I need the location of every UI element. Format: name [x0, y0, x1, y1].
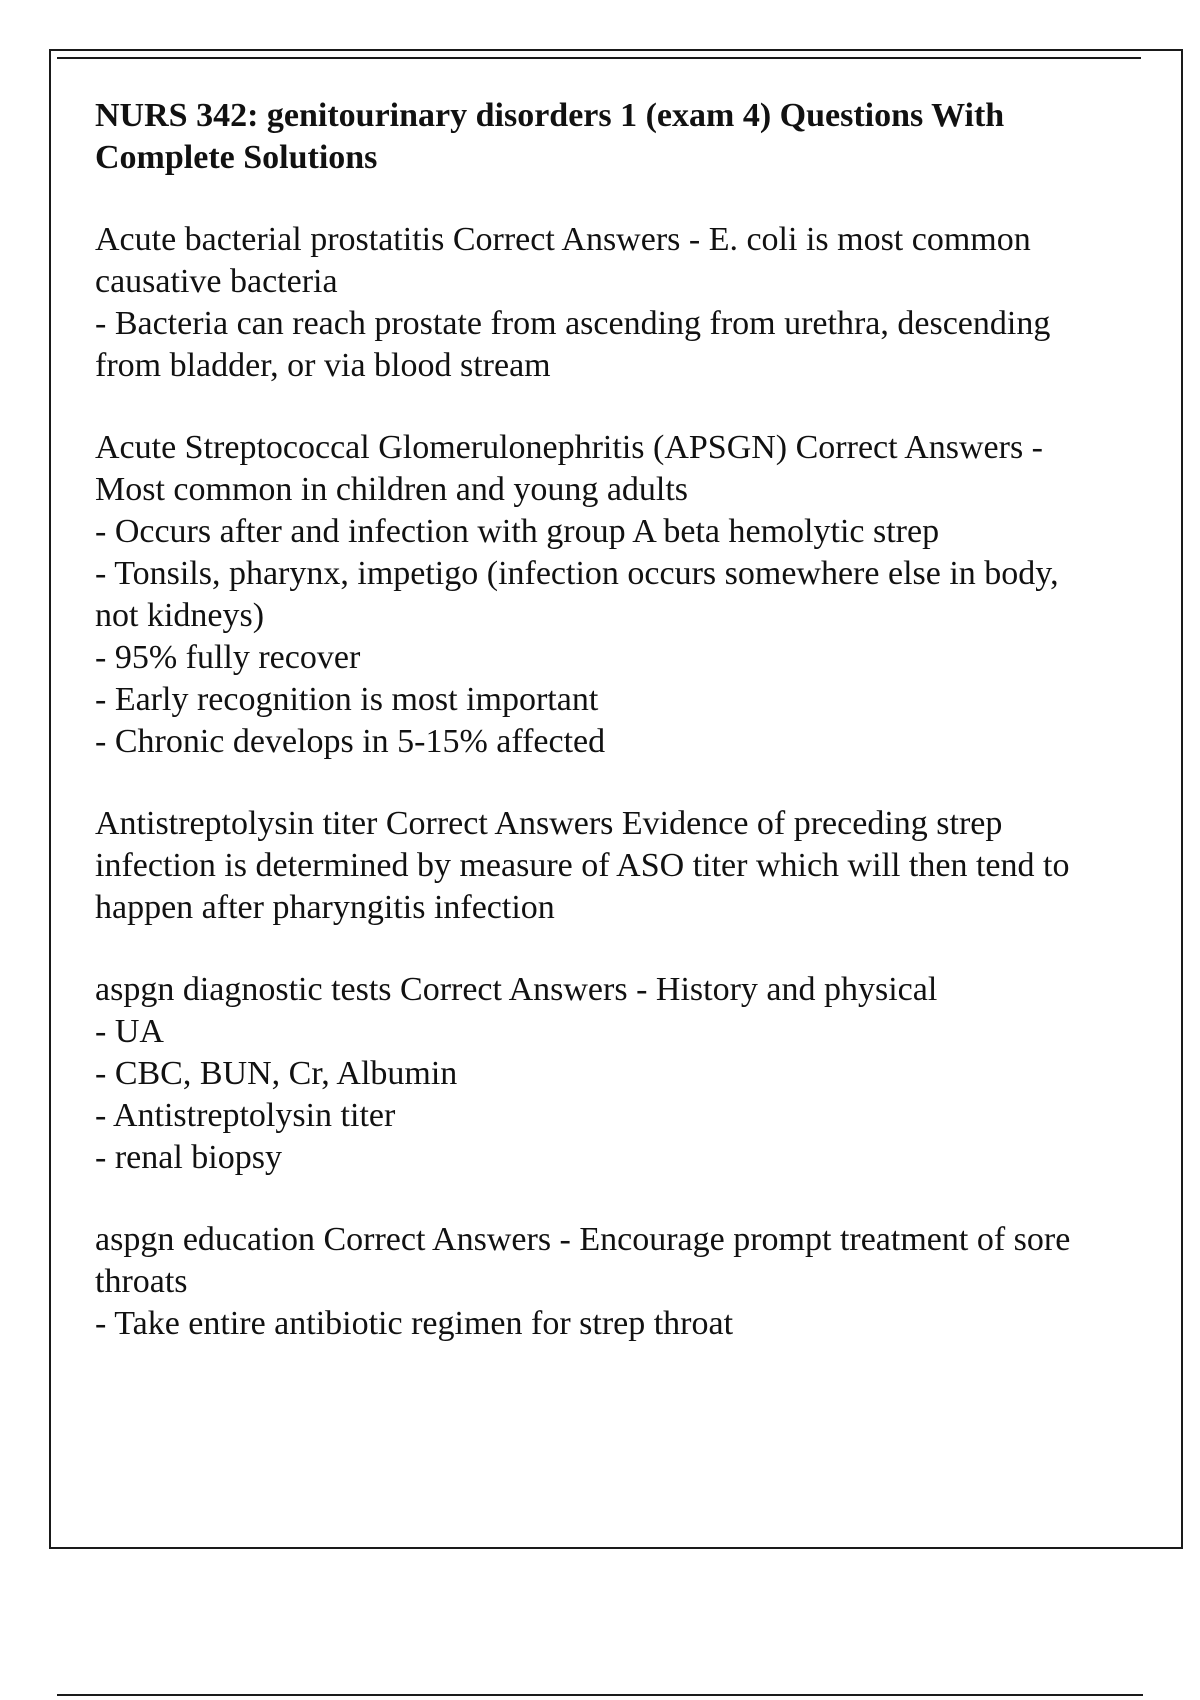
entry-line: - Chronic develops in 5-15% affected — [95, 723, 606, 760]
entry-aspgn-diagnostic-tests — [95, 969, 1095, 1179]
entry-line: - Occurs after and infection with group A beta hemolytic strep — [95, 513, 940, 550]
bottom-rule — [57, 1694, 1143, 1696]
entry-apsgn — [95, 427, 1095, 763]
entry-line: Acute Streptococcal Glomerulonephritis (APSGN) Correct Answers - Most common in children and young adults — [95, 429, 1043, 508]
entry-line: - Early recognition is most important — [95, 681, 599, 718]
entry-line: - Antistreptolysin titer — [95, 1097, 396, 1134]
entry-line: - CBC, BUN, Cr, Albumin — [95, 1055, 458, 1092]
entry-line: - renal biopsy — [95, 1139, 282, 1176]
entry-acute-bacterial-prostatitis — [95, 219, 1095, 387]
entry-line: - UA — [95, 1013, 164, 1050]
document-title: NURS 342: genitourinary disorders 1 (exam 4) Questions With Complete Solutions — [95, 97, 1005, 176]
entry-line: Acute bacterial prostatitis Correct Answers - E. coli is most common causative bacteria — [95, 221, 1031, 300]
entry-line: - Bacteria can reach prostate from ascending from urethra, descending from bladder, or via blood stream — [95, 305, 1051, 384]
document-content — [95, 95, 1095, 1385]
entry-aspgn-education — [95, 1219, 1095, 1345]
entry-line: - Take entire antibiotic regimen for strep throat — [95, 1305, 734, 1342]
entry-line: - 95% fully recover — [95, 639, 361, 676]
top-rule — [57, 57, 1141, 59]
entry-line: - Tonsils, pharynx, impetigo (infection occurs somewhere else in body, not kidneys) — [95, 555, 1059, 634]
entry-line: aspgn education Correct Answers - Encourage prompt treatment of sore throats — [95, 1221, 1071, 1300]
entry-line: Antistreptolysin titer Correct Answers Evidence of preceding strep infection is determined by measure of ASO titer which will then tend to happen after pharyngitis infection — [95, 805, 1070, 926]
entry-antistreptolysin-titer — [95, 803, 1095, 929]
entry-line: aspgn diagnostic tests Correct Answers - History and physical — [95, 971, 938, 1008]
